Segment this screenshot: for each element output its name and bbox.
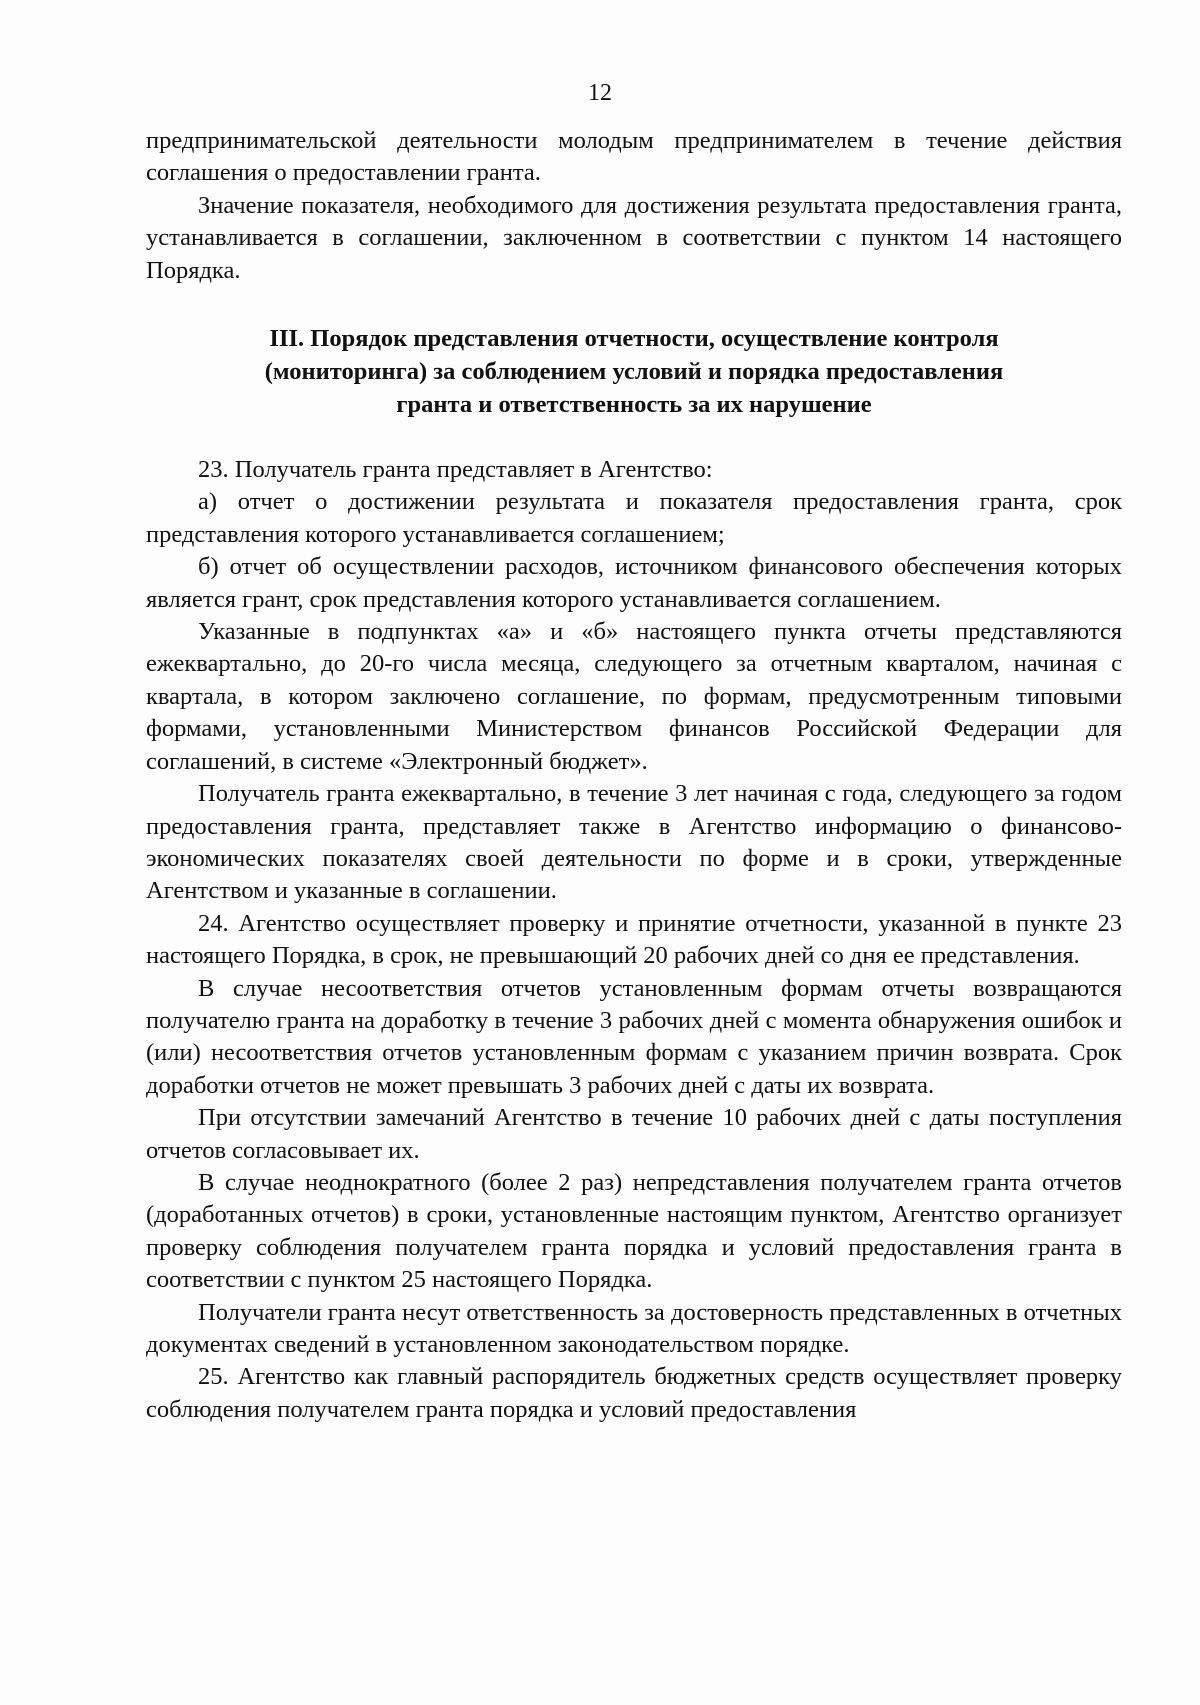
- paragraph-item-23a: а) отчет о достижении результата и показателя предоставления гранта, срок представления которого устанавливается соглашением;: [146, 488, 1122, 548]
- paragraph: При отсутствии замечаний Агентство в течение 10 рабочих дней с даты поступления отчетов согласовывает их.: [146, 1104, 1122, 1164]
- document-body: [146, 125, 1122, 1426]
- section-heading-line: гранта и ответственность за их нарушение: [396, 391, 872, 419]
- paragraph: В случае несоответствия отчетов установленным формам отчеты возвращаются получателю гранта на доработку в течение 3 рабочих дней с момента обнаружения ошибок и (или) несоответствия отчетов установленным формам с указанием причин возврата. Срок доработки отчетов не может превышать 3 рабочих дней с даты их возврата.: [146, 974, 1122, 1099]
- section-heading-line: III. Порядок представления отчетности, осуществление контроля: [269, 325, 999, 353]
- page-number: 12: [588, 80, 612, 106]
- paragraph-item-25: 25. Агентство как главный распорядитель бюджетных средств осуществляет проверку соблюдения получателем гранта порядка и условий предоставления: [146, 1363, 1122, 1423]
- paragraph: Получатели гранта несут ответственность за достоверность представленных в отчетных документах сведений в установленном законодательством порядке.: [146, 1298, 1122, 1358]
- paragraph-continuation: предпринимательской деятельности молодым предпринимателем в течение действия соглашения о предоставлении гранта.: [146, 127, 1122, 187]
- paragraph-item-23b: б) отчет об осуществлении расходов, источником финансового обеспечения которых является грант, срок представления которого устанавливается соглашением.: [146, 553, 1122, 613]
- paragraph: В случае неоднократного (более 2 раз) непредставления получателем гранта отчетов (доработанных отчетов) в сроки, установленные настоящим пунктом, Агентство организует проверку соблюдения получателем гранта порядка и условий предоставления гранта в соответствии с пунктом 25 настоящего Порядка.: [146, 1168, 1122, 1294]
- section-heading: [146, 322, 1122, 421]
- paragraph: Получатель гранта ежеквартально, в течение 3 лет начиная с года, следующего за годом предоставления гранта, представляет также в Агентство информацию о финансово-экономических показателях своей деятельности по форме и в сроки, утвержденные Агентством и указанные в соглашении.: [146, 780, 1122, 905]
- section-heading-line: (мониторинга) за соблюдением условий и порядка предоставления: [264, 358, 1004, 386]
- paragraph-item-23: 23. Получатель гранта представляет в Агентство:: [198, 456, 713, 484]
- paragraph-indicator-value: Значение показателя, необходимого для достижения результата предоставления гранта, устанавливается в соглашении, заключенном в соответствии с пунктом 14 настоящего Порядка.: [146, 191, 1122, 284]
- paragraph-item-24: 24. Агентство осуществляет проверку и принятие отчетности, указанной в пункте 23 настоящего Порядка, в срок, не превышающий 20 рабочих дней со дня ее представления.: [146, 909, 1122, 970]
- paragraph: Указанные в подпунктах «а» и «б» настоящего пункта отчеты представляются ежеквартально, до 20-го числа месяца, следующего за отчетным кварталом, начиная с квартала, в котором заключено соглашение, по формам, предусмотренным типовыми формами, установленными Министерством финансов Российской Федерации для соглашений, в системе «Электронный бюджет».: [146, 618, 1122, 775]
